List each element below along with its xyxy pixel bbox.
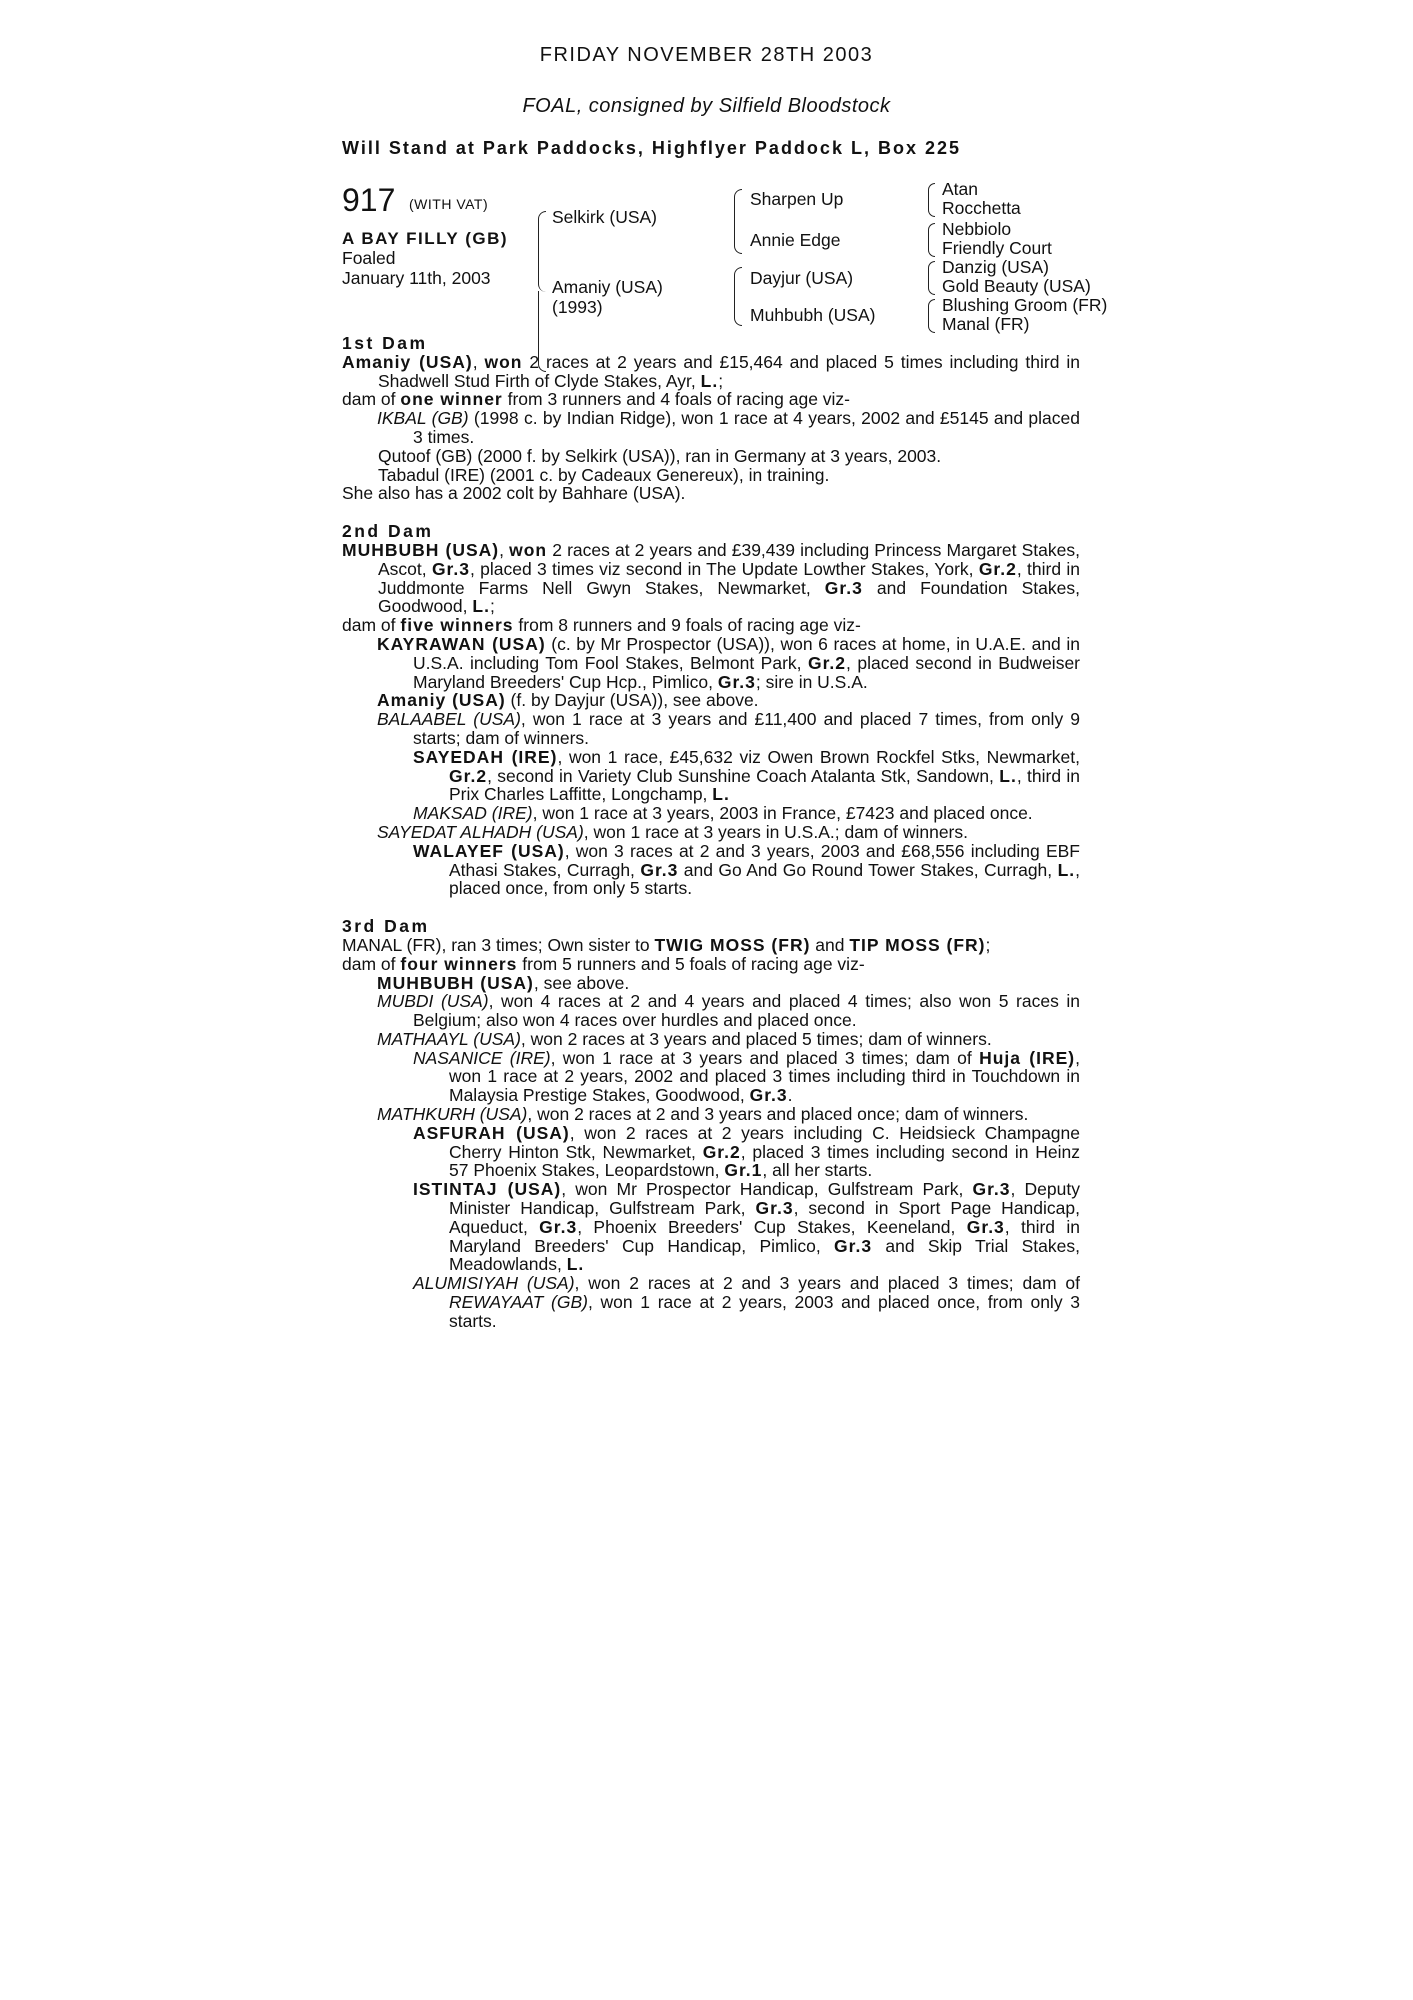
pedigree-brace-main <box>538 211 546 292</box>
offspring-record <box>342 992 1080 1030</box>
race-grade: Gr.3 <box>755 1198 794 1219</box>
text: . <box>787 1085 793 1106</box>
text: from 5 runners and 5 foals of racing age viz- <box>517 953 865 974</box>
sale-date: FRIDAY NOVEMBER 28TH 2003 <box>539 44 874 66</box>
horse-name: ISTINTAJ (USA) <box>413 1179 562 1200</box>
first-dam-section <box>342 334 1080 503</box>
grand-offspring-record <box>342 804 1080 823</box>
race-grade: L. <box>566 1254 585 1275</box>
text: won <box>484 351 523 372</box>
text: dam of <box>342 389 401 410</box>
text: , second in Sport Page Handicap, Aqueduct, <box>449 1198 1080 1237</box>
text: , won 3 races at 2 and 3 years, 2003 and £68,556 including EBF Athasi Stakes, Curragh, <box>449 840 1080 880</box>
horse-name: REWAYAAT (GB) <box>449 1292 588 1313</box>
horse-name: MUHBUBH (USA) <box>377 972 534 993</box>
text: ; <box>985 934 991 955</box>
pedigree-brace-g2 <box>928 223 935 257</box>
text: ; <box>718 370 724 391</box>
text: , placed 3 times including second in Heinz 57 Phoenix Stakes, Leopardstown, <box>449 1141 1080 1181</box>
dam-year: (1993) <box>552 297 603 317</box>
dam-record <box>342 541 1080 616</box>
horse-name: Amaniy (USA) <box>342 351 473 372</box>
race-grade: Gr.3 <box>717 671 756 692</box>
text: and Skip Trial Stakes, Meadowlands, <box>449 1235 1080 1275</box>
third-dam-section <box>342 917 1080 1331</box>
dam-of-line <box>342 616 1080 635</box>
pedigree-brace-g1 <box>928 183 935 217</box>
section-heading: 2nd Dam <box>342 521 434 542</box>
sire-sire: Sharpen Up <box>750 189 844 209</box>
text: , won 2 races at 2 and 3 years and placed once; dam of winners. <box>527 1104 1029 1125</box>
text: , won 1 race at 3 years in U.S.A.; dam of winners. <box>583 821 968 842</box>
foaled-label: Foaled <box>342 248 396 268</box>
text: dam of <box>342 615 401 636</box>
offspring-record: Tabadul (IRE) (2001 c. by Cadeaux Genereux), in training. <box>378 464 830 485</box>
offspring-record <box>342 710 1080 748</box>
dam-record <box>342 353 1080 391</box>
horse-name: MUBDI (USA) <box>377 991 489 1012</box>
winners-count: five winners <box>400 615 514 636</box>
dam-record <box>342 936 1080 955</box>
text: , placed second in Budweiser Maryland Breeders' Cup Hcp., Pimlico, <box>413 652 1081 692</box>
offspring-record <box>342 409 1080 447</box>
great-grandsire-1: Atan <box>942 179 978 199</box>
offspring-record <box>342 691 1080 710</box>
section-heading: 3rd Dam <box>342 916 430 937</box>
offspring-record <box>342 1105 1080 1124</box>
dam-of-line <box>342 390 1080 409</box>
horse-name: ASFURAH (USA) <box>413 1122 570 1143</box>
text: from 3 runners and 4 foals of racing age viz- <box>502 389 851 410</box>
grand-offspring-record <box>342 1180 1080 1274</box>
horse-name: MATHKURH (USA) <box>377 1104 528 1125</box>
dam-dam: Muhbubh (USA) <box>750 305 876 325</box>
text: , won 1 race at 2 years, 2002 and placed 3 times including third in Touchdown in Malaysia Prestige Stakes, Goodwood, <box>449 1047 1080 1106</box>
horse-name: SAYEDAH (IRE) <box>413 746 558 767</box>
text: , won 2 races at 3 years and placed 5 times; dam of winners. <box>520 1028 992 1049</box>
race-grade: Gr.2 <box>702 1141 741 1162</box>
grand-offspring-record <box>342 1274 1080 1330</box>
great-granddam-3: Gold Beauty (USA) <box>942 276 1091 296</box>
great-granddam-4: Manal (FR) <box>942 314 1030 334</box>
horse-name: MUHBUBH (USA) <box>342 539 500 560</box>
lot-number: 917 <box>342 182 396 218</box>
text: , second in Variety Club Sunshine Coach Atalanta Stk, Sandown, <box>487 765 1000 786</box>
text: , <box>472 351 485 372</box>
consignor-line: FOAL, consigned by Silfield Bloodstock <box>522 95 891 117</box>
text: (1998 c. by Indian Ridge), won 1 race at 4 years, 2002 and £5145 and placed 3 times. <box>413 408 1080 447</box>
text: dam of <box>342 953 401 974</box>
horse-name: MAKSAD (IRE) <box>413 803 533 824</box>
text: , see above. <box>533 972 630 993</box>
produce-record <box>342 334 1080 1331</box>
sire: Selkirk (USA) <box>552 207 658 227</box>
text: , won 1 race, £45,632 viz Owen Brown Rockfel Stks, Newmarket, <box>557 746 1080 767</box>
great-grandsire-3: Danzig (USA) <box>942 257 1049 277</box>
offspring-note: She also has a 2002 colt by Bahhare (USA). <box>342 483 686 504</box>
text: , placed 3 times viz second in The Update Lowther Stakes, York, <box>470 558 979 579</box>
race-grade: L. <box>700 370 719 391</box>
foaled-date: January 11th, 2003 <box>342 268 491 288</box>
race-grade: Gr.3 <box>431 558 470 579</box>
dam: Amaniy (USA) <box>552 277 663 297</box>
text: and Foundation Stakes, Goodwood, <box>378 577 1081 617</box>
winners-count: one winner <box>400 389 503 410</box>
text: ; <box>489 596 495 617</box>
offspring-record <box>342 1030 1080 1049</box>
offspring-record <box>342 635 1080 691</box>
race-grade: Gr.3 <box>640 859 679 880</box>
stabling-location: Will Stand at Park Paddocks, Highflyer Paddock L, Box 225 <box>342 138 961 158</box>
text: , won 1 race at 3 years and placed 3 times; dam of <box>550 1047 980 1068</box>
race-grade: L. <box>472 596 490 617</box>
dam-of-line <box>342 955 1080 974</box>
text: , won 2 races at 2 and 3 years and placed 3 times; dam of <box>574 1273 1080 1294</box>
horse-name: TWIG MOSS (FR) <box>654 934 811 955</box>
horse-name: BALAABEL (USA) <box>377 709 521 730</box>
horse-name: IKBAL (GB) <box>377 408 469 429</box>
horse-name: Amaniy (USA) <box>377 690 506 711</box>
horse-name: WALAYEF (USA) <box>413 840 565 861</box>
horse-name: MATHAAYL (USA) <box>377 1028 521 1049</box>
text: , won 1 race at 3 years, 2003 in France, £7423 and placed once. <box>532 803 1033 824</box>
winners-count: four winners <box>400 953 518 974</box>
horse-name: ALUMISIYAH (USA) <box>413 1273 575 1294</box>
lot-description: A BAY FILLY (GB) <box>342 229 509 248</box>
race-grade: Gr.3 <box>749 1085 788 1106</box>
race-grade: Gr.2 <box>449 765 488 786</box>
section-heading: 1st Dam <box>342 333 428 353</box>
offspring-record <box>342 823 1080 842</box>
pedigree-brace-sire <box>734 189 742 224</box>
race-grade: Gr.1 <box>724 1160 763 1181</box>
pedigree-brace-g3 <box>928 261 935 295</box>
race-grade: Gr.2 <box>807 652 847 673</box>
text: ; sire in U.S.A. <box>755 671 868 692</box>
pedigree-brace-sire-lower <box>734 223 742 254</box>
horse-name: NASANICE (IRE) <box>413 1047 551 1068</box>
text: , <box>499 539 510 560</box>
grand-offspring-record <box>342 1124 1080 1180</box>
text: from 8 runners and 9 foals of racing age viz- <box>513 615 861 636</box>
text: , all her starts. <box>762 1160 873 1181</box>
text: and <box>810 934 850 955</box>
dam-sire: Dayjur (USA) <box>750 268 854 288</box>
grand-offspring-record <box>342 842 1080 898</box>
vat-note: (WITH VAT) <box>409 196 489 212</box>
text: , won 1 race at 2 years, 2003 and placed once, from only 3 starts. <box>449 1292 1080 1331</box>
race-grade: L. <box>712 784 730 805</box>
race-grade: Gr.3 <box>824 577 863 598</box>
second-dam-section <box>342 522 1080 898</box>
text: , third in Maryland Breeders' Cup Handicap, Pimlico, <box>449 1216 1081 1256</box>
horse-name: KAYRAWAN (USA) <box>377 633 546 654</box>
race-grade: L. <box>1057 859 1076 880</box>
pedigree-table <box>342 180 1142 340</box>
text: , third in Juddmonte Farms Nell Gwyn Stakes, Newmarket, <box>378 558 1080 598</box>
text: , won 1 race at 3 years and £11,400 and placed 7 times, from only 9 starts; dam of winners. <box>413 709 1080 748</box>
race-grade: Gr.3 <box>966 1216 1005 1237</box>
horse-name: SAYEDAT ALHADH (USA) <box>377 821 584 842</box>
race-grade: Gr.3 <box>834 1235 873 1256</box>
grand-offspring-record <box>342 1049 1080 1105</box>
offspring-record <box>342 974 1080 993</box>
text: , Deputy Minister Handicap, Gulfstream Park, <box>449 1179 1080 1219</box>
race-grade: Gr.2 <box>978 558 1017 579</box>
text: (c. by Mr Prospector (USA)), won 6 races at home, in U.A.E. and in U.S.A. including Tom Fool Stakes, Belmont Park, <box>413 633 1080 673</box>
race-grade: L. <box>999 765 1017 786</box>
pedigree-brace-g4 <box>928 299 935 333</box>
text: , won Mr Prospector Handicap, Gulfstream Park, <box>561 1179 973 1200</box>
sire-dam: Annie Edge <box>750 230 841 250</box>
text: , placed once, from only 5 starts. <box>449 859 1080 899</box>
horse-name: Huja (IRE) <box>979 1047 1076 1068</box>
pedigree-brace-dam-lower <box>734 297 742 326</box>
race-grade: Gr.3 <box>972 1179 1011 1200</box>
great-grandsire-2: Nebbiolo <box>942 219 1012 239</box>
great-granddam-2: Friendly Court <box>942 238 1052 258</box>
text: 2 races at 2 years and £15,464 and placed 5 times including third in Shadwell Stud Firth of Clyde Stakes, Ayr, <box>378 351 1080 391</box>
great-grandsire-4: Blushing Groom (FR) <box>942 295 1108 315</box>
text: , won 4 races at 2 and 4 years and placed 4 times; also won 5 races in Belgium; also won 4 races over hurdles and placed once. <box>413 991 1080 1031</box>
great-granddam-1: Rocchetta <box>942 198 1021 218</box>
text: and Go And Go Round Tower Stakes, Curragh, <box>678 859 1058 880</box>
grand-offspring-record <box>342 748 1080 804</box>
pedigree-brace-dam <box>734 267 742 298</box>
text: MANAL (FR), ran 3 times; Own sister to <box>342 934 655 955</box>
text: (f. by Dayjur (USA)), see above. <box>505 690 759 711</box>
horse-name: TIP MOSS (FR) <box>849 934 986 955</box>
text: , won 2 races at 2 years including C. Heidsieck Champagne Cherry Hinton Stk, Newmarket, <box>449 1122 1080 1162</box>
text: won <box>509 539 548 560</box>
offspring-record: Qutoof (GB) (2000 f. by Selkirk (USA)), ran in Germany at 3 years, 2003. <box>378 445 942 466</box>
text: , third in Prix Charles Laffitte, Longchamp, <box>449 765 1081 805</box>
text: 2 races at 2 years and £39,439 including Princess Margaret Stakes, Ascot, <box>378 539 1080 579</box>
text: , Phoenix Breeders' Cup Stakes, Keeneland, <box>577 1216 967 1237</box>
race-grade: Gr.3 <box>539 1216 578 1237</box>
